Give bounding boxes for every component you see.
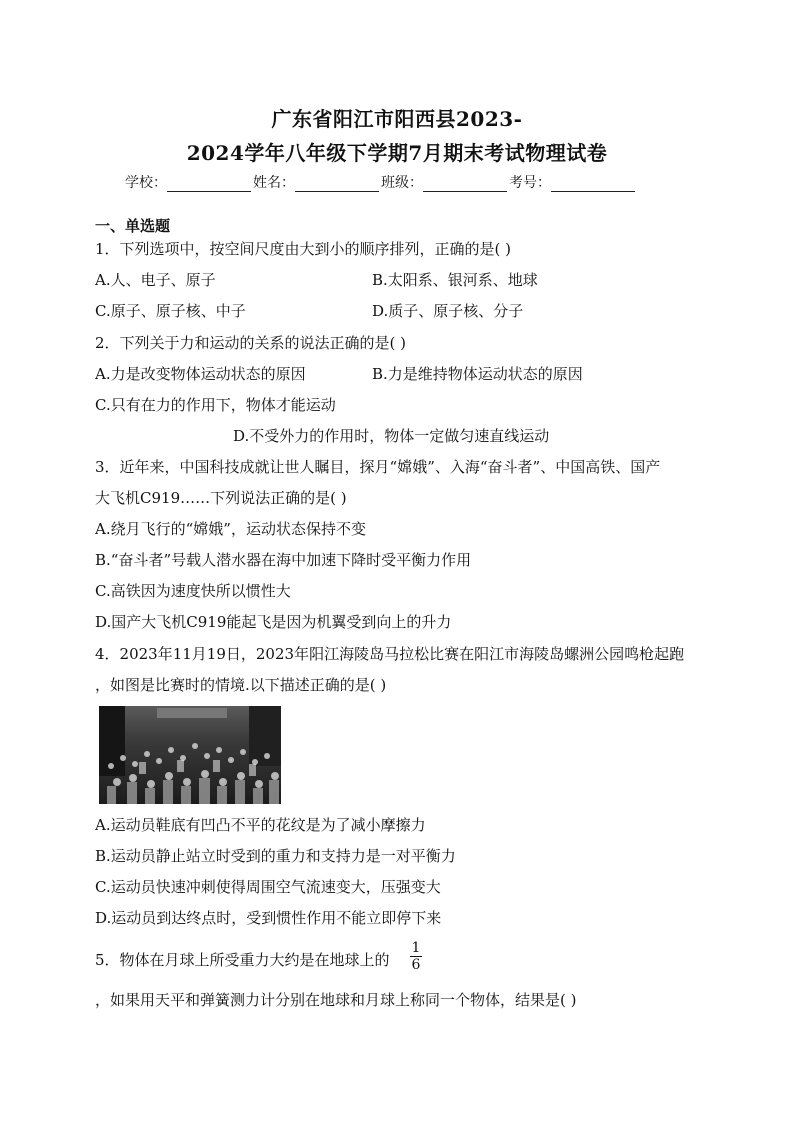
marathon-photo bbox=[99, 706, 281, 804]
exam-number-blank[interactable] bbox=[551, 177, 635, 192]
title-line-2: 2024学年八年级下学期7月期末考试物理试卷 bbox=[186, 141, 608, 165]
q2-option-b: B.力是维持物体运动状态的原因 bbox=[372, 365, 583, 383]
q3-option-b: B.“奋斗者”号载人潜水器在海中加速下降时受平衡力作用 bbox=[95, 551, 472, 569]
q1-option-c: C.原子、原子核、中子 bbox=[95, 302, 246, 320]
q3-option-a: A.绕月飞行的“嫦娥”，运动状态保持不变 bbox=[95, 520, 366, 538]
school-blank[interactable] bbox=[167, 177, 251, 192]
q3-option-d: D.国产大飞机C919能起飞是因为机翼受到向上的升力 bbox=[95, 613, 452, 631]
q2-option-a: A.力是改变物体运动状态的原因 bbox=[95, 365, 306, 383]
fraction-numerator: 1 bbox=[411, 940, 421, 956]
q5-stem-line1: 5．物体在月球上所受重力大约是在地球上的 bbox=[95, 951, 390, 969]
q4-option-a: A.运动员鞋底有凹凸不平的花纹是为了减小摩擦力 bbox=[95, 816, 426, 834]
q3-stem-line1: 3．近年来，中国科技成就让世人瞩目，探月“嫦娥”、入海“奋斗者”、中国高铁、国产 bbox=[95, 458, 661, 476]
class-blank[interactable] bbox=[423, 177, 507, 192]
q4-option-d: D.运动员到达终点时，受到惯性作用不能立即停下来 bbox=[95, 909, 442, 927]
q1-stem: 1．下列选项中，按空间尺度由大到小的顺序排列，正确的是( ) bbox=[95, 240, 512, 258]
q1-option-d: D.质子、原子核、分子 bbox=[372, 302, 524, 320]
q5-stem-line2: ，如果用天平和弹簧测力计分别在地球和月球上称同一个物体，结果是( ) bbox=[95, 991, 577, 1009]
q3-option-c: C.高铁因为速度快所以惯性大 bbox=[95, 582, 291, 600]
q4-stem-line2: ，如图是比赛时的情境.以下描述正确的是( ) bbox=[95, 676, 387, 694]
q4-option-c: C.运动员快速冲刺使得周围空气流速变大，压强变大 bbox=[95, 878, 441, 896]
name-label: 姓名： bbox=[253, 175, 295, 191]
student-info-fields bbox=[125, 172, 637, 192]
q1-option-b: B.太阳系、银河系、地球 bbox=[372, 271, 538, 289]
name-blank[interactable] bbox=[295, 177, 379, 192]
class-label: 班级： bbox=[381, 175, 423, 191]
school-label: 学校： bbox=[125, 175, 167, 191]
q3-stem-line2: 大飞机C919……下列说法正确的是( ) bbox=[95, 489, 347, 507]
q4-stem-line1: 4．2023年11月19日，2023年阳江海陵岛马拉松比赛在阳江市海陵岛螺洲公园鸣枪起跑 bbox=[95, 645, 685, 663]
q1-option-a: A.人、电子、原子 bbox=[95, 271, 216, 289]
q2-stem: 2．下列关于力和运动的关系的说法正确的是( ) bbox=[95, 334, 407, 352]
q4-option-b: B.运动员静止站立时受到的重力和支持力是一对平衡力 bbox=[95, 847, 456, 865]
section-heading: 一、单选题 bbox=[95, 217, 171, 235]
title-line-1: 广东省阳江市阳西县2023- bbox=[271, 107, 523, 131]
q2-option-c: C.只有在力的作用下，物体才能运动 bbox=[95, 396, 336, 414]
fraction-denominator: 6 bbox=[411, 957, 421, 973]
q2-option-d: D.不受外力的作用时，物体一定做匀速直线运动 bbox=[233, 427, 550, 445]
exam-number-label: 考号： bbox=[509, 175, 551, 191]
one-sixth-fraction bbox=[410, 940, 422, 973]
